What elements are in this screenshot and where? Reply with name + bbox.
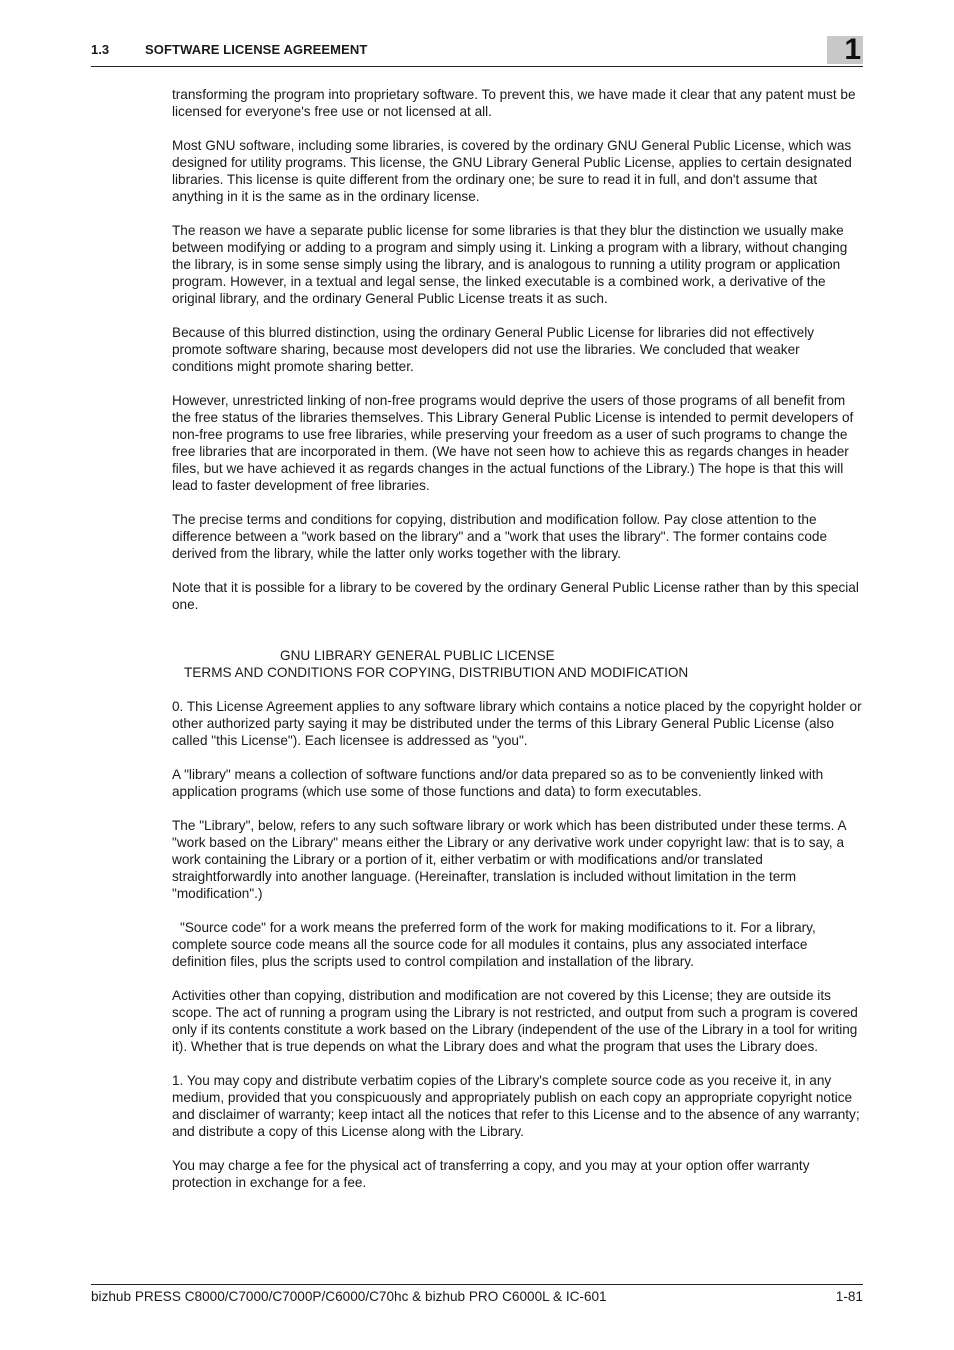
terms-paragraph: Activities other than copying, distribution and modification are not covered by this License; they are outside its scope. The act of running a program using the Library is not restricted, and output from such a program is covered only if its contents constitute a work based on the Library (independent of the use of the Library in a tool for writing it). Whether that is true depends on what the Library does and what the program that uses the Library does.	[172, 988, 858, 1054]
license-subtitle: TERMS AND CONDITIONS FOR COPYING, DISTRIBUTION AND MODIFICATION	[184, 665, 689, 680]
terms-paragraph: 1. You may copy and distribute verbatim copies of the Library's complete source code as you receive it, in any medium, provided that you conspicuously and appropriately publish on each copy an appropriate copyright notice and disclaimer of warranty; keep intact all the notices that refer to this License and to the absence of any warranty; and distribute a copy of this License along with the Library.	[172, 1073, 860, 1139]
paragraph: Because of this blurred distinction, using the ordinary General Public License for libraries did not effectively promote software sharing, because most developers did not use the libraries. We concluded that weaker conditions might promote sharing better.	[172, 325, 815, 374]
paragraph: However, unrestricted linking of non-free programs would deprive the users of those programs of all benefit from the free status of the libraries themselves. This Library General Public License is intended to permit developers of non-free programs to use free libraries, while preserving your freedom as a user of such programs to change the free libraries that are incorporated in them. (We have not seen how to achieve this as regards changes in header files, but we have achieved it as regards changes in the actual functions of the Library.) The hope is that this will lead to faster development of free libraries.	[172, 393, 854, 493]
terms-paragraph: You may charge a fee for the physical act of transferring a copy, and you may at your option offer warranty protection in exchange for a fee.	[172, 1158, 810, 1190]
terms-paragraph: The "Library", below, refers to any such software library or work which has been distributed under these terms. A "work based on the Library" means either the Library or any derivative work under copyright law: that is to say, a work containing the Library or a portion of it, either verbatim or with modifications and/or translated straightforwardly into another language. (Hereinafter, translation is included without limitation in the term "modification".)	[172, 818, 846, 901]
paragraph: The precise terms and conditions for copying, distribution and modification follow. Pay close attention to the difference between a "work based on the library" and a "work that uses the library". The former contains code derived from the library, while the latter only works together with the library.	[172, 512, 828, 561]
license-heading	[172, 647, 864, 681]
terms-paragraph: A "library" means a collection of software functions and/or data prepared so as to be conveniently linked with application programs (which use some of those functions and data) to form executables.	[172, 767, 824, 799]
page-footer	[91, 1284, 863, 1305]
paragraph: Note that it is possible for a library to be covered by the ordinary General Public License rather than by this special one.	[172, 580, 859, 612]
terms-paragraph: "Source code" for a work means the preferred form of the work for making modifications to it. For a library, complete source code means all the source code for all modules it contains, plus any associated interface definition files, plus the scripts used to control compilation and installation of the library.	[172, 920, 816, 969]
page-body	[172, 86, 864, 1208]
section-number: 1.3	[91, 42, 110, 57]
page-number: 1-81	[835, 1289, 863, 1304]
paragraph: transforming the program into proprietary software. To prevent this, we have made it clear that any patent must be licensed for everyone's free use or not licensed at all.	[172, 87, 856, 119]
paragraph: The reason we have a separate public license for some libraries is that they blur the distinction we usually make between modifying or adding to a program and simply using it. Linking a program with a library, without changing the library, is in some sense simply using the library, and is analogous to running a utility program or application program. However, in a textual and legal sense, the linked executable is a combined work, a derivative of the original library, and the ordinary General Public License treats it as such.	[172, 223, 848, 306]
footer-product: bizhub PRESS C8000/C7000/C7000P/C6000/C70hc & bizhub PRO C6000L & IC-601	[91, 1289, 607, 1304]
chapter-number: 1	[844, 33, 861, 66]
page-header	[91, 33, 863, 67]
section-title: SOFTWARE LICENSE AGREEMENT	[145, 42, 368, 57]
paragraph: Most GNU software, including some libraries, is covered by the ordinary GNU General Public License, which was designed for utility programs. This license, the GNU Library General Public License, applies to certain designated libraries. This license is quite different from the ordinary one; be sure to read it in full, and don't assume that anything in it is the same as in the ordinary license.	[172, 138, 852, 204]
terms-paragraph: 0. This License Agreement applies to any software library which contains a notice placed by the copyright holder or other authorized party saying it may be distributed under the terms of this Library General Public License (also called "this License"). Each licensee is addressed as "you".	[172, 699, 862, 748]
license-title: GNU LIBRARY GENERAL PUBLIC LICENSE	[280, 648, 555, 663]
